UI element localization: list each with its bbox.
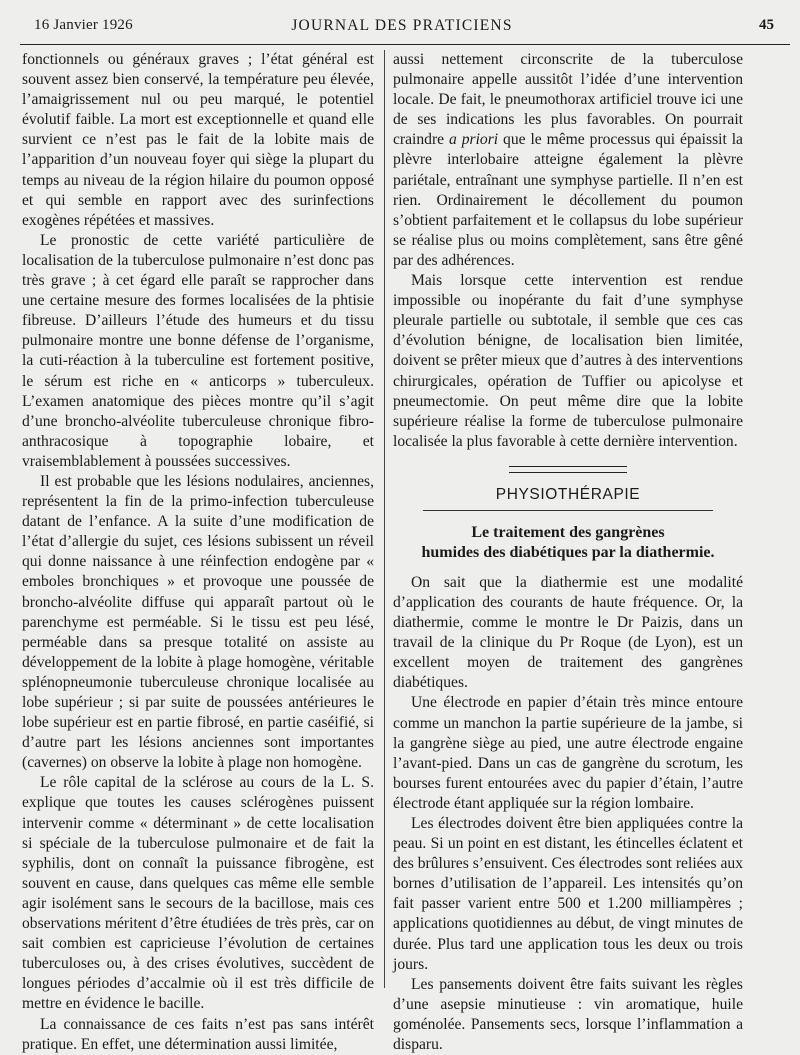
running-header [22, 17, 782, 39]
right-paragraph-1 [393, 50, 743, 271]
right-paragraph-6: Les pansements doivent être faits suivant les règles d’une asepsie minutieuse : vin aromatique, huile goménolée. Pansements secs, lorsque l’inflammation a disparu. [393, 975, 743, 1054]
column-divider [384, 50, 385, 988]
right-paragraph-1-rest: que le même processus qui épaissit la plèvre interlobaire atteigne également la plèvre pariétale, entraînant une symphyse partielle. Il n’en est rien. Ordinairement le décollement du poumon s’obtient parfaitement et le collapsus du lobe supérieur se réalise plus ou moins complètement, sans être gêné par des adhérences. [393, 131, 743, 269]
right-column [393, 50, 743, 1055]
left-paragraph-3: Il est probable que les lésions nodulaires, anciennes, représentent la fin de la primo-infection tuberculeuse datant de l’enfance. A la suite d’une modification de l’état d’allergie du sujet, ces lésions subissent un réveil qui donne naissance à une réinfection endogène par « emboles bronchiques » et provoque une poussée de broncho-alvéolite diffuse qui apparaît partout où le parenchyme est perméable. Si le tissu est peu lésé, perméable dans sa presque totalité on assiste au développement de la lobite à plage homogène, véritable splénopneumonie tuberculeuse chronique localisée au lobe supérieur ; si par suite de poussées antérieures le lobe supérieur est en partie fibrosé, en partie caséifié, si d’autre part les lésions anciennes sont importantes (cavernes) on observe la lobite à plage non homogène. [22, 472, 374, 772]
article-title [393, 523, 743, 563]
left-column [22, 50, 374, 1055]
right-paragraph-3: On sait que la diathermie est une modalité d’application des courants de haute fréquence. Or, la diathermie, comme le montre le Dr Paizis, dans un travail de la clinique du Pr Roque (de Lyon), est un excellent moyen de traitement des gangrènes diabétiques. [393, 573, 743, 692]
right-paragraph-4: Une électrode en papier d’étain très mince entoure comme un manchon la partie supérieure de la jambe, si la gangrène siège au pied, une autre électrode engaine l’avant-pied. Dans un cas de gangrène du scrotum, les bourses furent entourées avec du papier d’étain, l’autre électrode étant appliquée sur la région lombaire. [393, 694, 743, 812]
rubric-underline [423, 510, 713, 511]
journal-title: JOURNAL DES PRATICIENS [291, 17, 513, 34]
section-separator [509, 466, 627, 473]
left-paragraph-5: La connaissance de ces faits n’est pas sans intérêt pratique. En effet, une détermination aussi limitée, [22, 1015, 374, 1053]
right-paragraph-1-text: aussi nettement circonscrite de la tuberculose pulmonaire appelle aussitôt l’idée d’une intervention locale. De fait, le pneumothorax artificiel trouve ici une de ses indications les plus favorables. On pourrait craindre [393, 51, 743, 149]
header-divider [20, 44, 790, 45]
left-paragraph-2: Le pronostic de cette variété particulière de localisation de la tuberculose pulmonaire n’est donc pas très grave ; à cet égard elle paraît se rapprocher dans une certaine mesure des formes localisées de la phtisie fibreuse. D’ailleurs l’étude des humeurs et du tissu pulmonaire montre une bonne défense de l’organisme, la cuti-réaction à la tuberculine est fortement positive, le sérum est riche en « anticorps » tuberculeux. L’examen anatomique des pièces montre qu’il s’agit d’une broncho-alvéolite tuberculeuse chronique fibro-anthracosique à topographie lobaire, et vraisemblablement à poussées successives. [22, 231, 374, 470]
left-paragraph-4: Le rôle capital de la sclérose au cours de la L. S. explique que toutes les causes sclérogènes puissent intervenir comme « déterminant » de cette localisation si spéciale de la tuberculose pulmonaire et de fait la syphilis, dont on connaît la puissance fibrogène, est souvent en cause, dans quelques cas même elle semble agir isolément sans le secours de la bacillose, mais ces observations méritent d’être étudiées de très près, car on sait combien est capricieuse l’évolution de certaines tuberculoses ou, à des crises évolutives, succèdent de longues périodes d’accalmie où il est très difficile de mettre en évidence le bacille. [22, 774, 374, 1013]
section-rubric: PHYSIOTHÉRAPIE [495, 485, 641, 503]
left-paragraph-1: fonctionnels ou généraux graves ; l’état général est souvent assez bien conservé, la température peu élevée, l’amaigrissement nul ou peu marqué, le potentiel évolutif faible. La mort est exceptionnelle et quand elle survient ce n’est pas le fait de la lobite mais de l’apparition d’un nouveau foyer qui siège la plupart du temps au niveau de la région hilaire du poumon opposé et qui semble en rapport avec des surinfections exogènes répétées et massives. [22, 51, 374, 229]
page-number: 45 [759, 17, 774, 33]
article-title-line-2: humides des diabétiques par la diathermie. [421, 543, 715, 561]
right-paragraph-2: Mais lorsque cette intervention est rendue impossible ou inopérante du fait d’une symphyse pleurale partielle ou subtotale, il semble que ces cas d’évolution bénigne, de localisation bien limitée, doivent se prêter mieux que d’autres à des interventions chirurgicales, opération de Tuffier ou apicolyse et pneumectomie. On peut même dire que la lobite supérieure réalise la forme de tuberculose pulmonaire localisée la plus favorable à cette dernière intervention. [393, 272, 743, 450]
article-title-line-1: Le traitement des gangrènes [471, 523, 665, 541]
a-priori-italic: a priori [449, 131, 499, 149]
issue-date: 16 Janvier 1926 [34, 17, 133, 33]
right-paragraph-5: Les électrodes doivent être bien appliquées contre la peau. Si un point en est distant, les étincelles éclatent et des brûlures s’ensuivent. Ces électrodes sont reliées aux bornes d’utilisation de l’appareil. Les intensités qu’on fait passer varient entre 500 et 1.200 milliampères ; applications quotidiennes au début, de vingt minutes de durée. Plus tard une application tous les deux ou trois jours. [393, 815, 743, 973]
